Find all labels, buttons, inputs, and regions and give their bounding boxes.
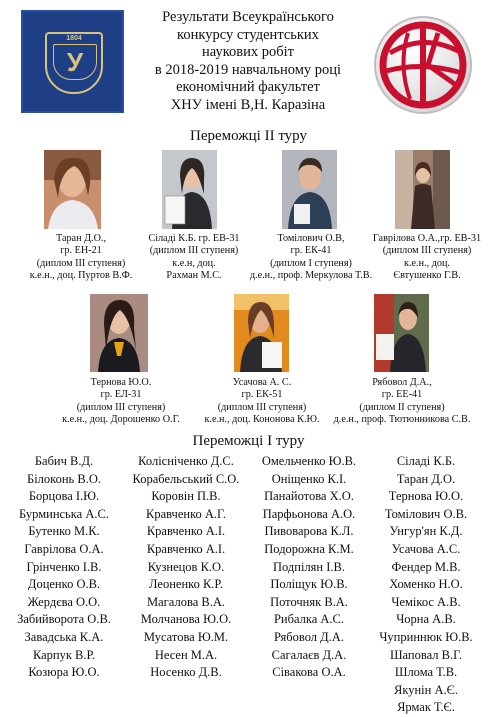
winner-group: гр. ЕК-51 (241, 389, 283, 401)
round1-winner-name: Чемікос А.В. (391, 594, 461, 609)
round1-winner-name: Забийворота О.В. (17, 612, 111, 627)
winner-advisor: к.е.н., доц. Пуртов В.Ф. (29, 269, 133, 281)
winner-diploma: (диплом ІІІ ступеня) (36, 257, 126, 269)
round1-winner-name: Подпілян І.В. (273, 559, 345, 574)
winner-caption (325, 377, 479, 426)
round1-winner-name: Унгур'ян К.Д. (389, 524, 463, 539)
winner-photo (162, 150, 217, 229)
round1-winner-name: Коровін П.В. (151, 489, 221, 504)
winner-photo (395, 150, 450, 229)
winner-advisor: д.е.н., проф. Тютюнникова С.В. (333, 413, 471, 425)
round1-winner-name: Кравченко А.І. (146, 524, 226, 539)
logo-year: 1804 (66, 35, 82, 42)
round1-title: Переможці І туру (192, 433, 305, 449)
winner-group: гр. ЕК-41 (290, 245, 332, 257)
round1-winner-name: Рибалка А.С. (273, 612, 345, 627)
round1-winner-name: Панайотова Х.О. (264, 489, 354, 504)
round1-winner-name: Томілович О.В. (384, 506, 468, 521)
winner-advisor: Рахман М.С. (166, 269, 222, 281)
winner-name: Гаврілова О.А.,гр. ЕВ-31 (372, 233, 482, 244)
round1-winner-name: Поліщук Ю.В. (270, 577, 348, 592)
round1-column-2 (128, 453, 244, 682)
winner-group: гр. ЕЛ-31 (100, 389, 142, 401)
winner-name: Рябовол Д.А., (372, 377, 432, 388)
winner-advisor: к.е.н., доц. Кононова К.Ю. (204, 413, 320, 425)
round1-winner-name: Мусатова Ю.М. (143, 629, 229, 644)
winner-advisor: д.е.н., проф. Меркулова Т.В. (249, 269, 373, 281)
round1-column-4 (370, 453, 482, 717)
title-line: в 2018-2019 навчальному році (154, 61, 342, 78)
university-logo (21, 10, 124, 113)
round1-winner-name: Парфьонова А.О. (262, 506, 356, 521)
winner-diploma: к.е.н, доц. (172, 257, 216, 269)
round1-winner-name: Чуприннюк Ю.В. (379, 629, 473, 644)
round1-winner-name: Фендер М.В. (391, 559, 461, 574)
round1-winner-name: Бабич В.Д. (34, 454, 94, 468)
title-line: наукових робіт (202, 44, 294, 61)
round1-column-1 (8, 453, 120, 682)
round1-winner-name: Колісніченко Д.С. (138, 454, 234, 468)
winner-group: гр. ЕЕ-41 (381, 389, 423, 401)
winner-name: Усачова А. С. (232, 377, 292, 388)
round1-winner-name: Кравченко А.Г. (146, 506, 226, 521)
shield-emblem (45, 32, 103, 94)
round1-winner-name: Леоненко К.Р. (149, 577, 223, 592)
round1-winner-name: Кравченко А.І. (146, 541, 226, 556)
round1-winner-name: Таран Д.О. (396, 471, 456, 486)
round1-winner-name: Омельченко Ю.В. (261, 454, 357, 468)
winner-name: Тернова Ю.О. (90, 377, 152, 388)
winner-diploma: (диплом ІІІ ступеня) (217, 401, 307, 413)
round1-winner-name: Хоменко Н.О. (389, 577, 463, 592)
round1-winner-name: Жердєва О.О. (27, 594, 101, 609)
round1-winner-name: Подорожна К.М. (264, 541, 354, 556)
logo-letter: У (53, 44, 97, 80)
round1-winner-name: Ярмак Т.Є. (397, 700, 455, 715)
round1-winner-name: Молчанова Ю.О. (140, 612, 232, 627)
winner-group: (диплом ІІІ ступеня) (149, 245, 239, 257)
round2-title: Переможці ІІ туру (190, 128, 307, 144)
round1-winner-name: Несен М.А. (154, 647, 218, 662)
round1-winner-name: Пивоварова К.Л. (264, 524, 354, 539)
winner-photo (282, 150, 337, 229)
winner-caption (131, 233, 257, 282)
winner-caption (194, 377, 330, 426)
winner-name: Таран Д.О., (55, 233, 107, 244)
page-title (126, 9, 370, 115)
winner-advisor: к.е.н., доц. Дорошенко О.Г. (62, 413, 180, 425)
faculty-emblem (368, 13, 478, 117)
winner-photo (44, 150, 101, 229)
winner-diploma: (диплом ІІІ ступеня) (76, 401, 166, 413)
winner-advisor: Євтушенко Г.В. (393, 269, 461, 281)
title-line: економічний факультет (176, 79, 320, 96)
round1-winner-name: Корабельський С.О. (132, 471, 240, 486)
winner-caption (242, 233, 380, 282)
round1-winner-name: Білоконь В.О. (27, 471, 101, 486)
round1-column-3 (250, 453, 368, 682)
winner-caption (16, 233, 146, 282)
round1-winner-name: Бурминська А.С. (19, 506, 109, 521)
round1-winner-name: Сагалаєв Д.А. (271, 647, 347, 662)
winner-group: гр. ЕН-21 (60, 245, 102, 257)
title-line: конкурсу студентських (177, 26, 319, 43)
round1-winner-name: Доценко О.В. (27, 577, 101, 592)
winner-caption (362, 233, 492, 282)
round1-winner-name: Кузнецов К.О. (147, 559, 225, 574)
winner-diploma: (диплом ІІ ступеня) (359, 401, 445, 413)
round1-winner-name: Грінченко І.В. (26, 559, 102, 574)
winner-group: (диплом ІІІ ступеня) (382, 245, 472, 257)
winner-name: Томілович О.В, (277, 233, 345, 244)
winner-photo (234, 294, 289, 372)
round1-winner-name: Оніщенко К.І. (271, 471, 347, 486)
round1-winner-name: Якунін А.Є. (394, 682, 458, 697)
round1-winner-name: Карпук В.Р. (32, 647, 96, 662)
round1-winner-name: Сіладі К.Б. (396, 454, 456, 468)
winner-photo (374, 294, 429, 372)
title-line: Результати Всеукраїнського (162, 9, 334, 25)
winner-photo (90, 294, 148, 372)
round1-winner-name: Магалова В.А. (147, 594, 225, 609)
winner-diploma: к.е.н., доц. (404, 257, 450, 269)
title-line: ХНУ імені В,Н. Каразіна (170, 96, 326, 113)
round1-winner-name: Тернова Ю.О. (388, 489, 464, 504)
round1-winner-name: Шлома Т.В. (394, 665, 458, 680)
winner-diploma: (диплом І ступеня) (270, 257, 352, 269)
round1-winner-name: Гаврілова О.А. (24, 541, 104, 556)
round1-winner-name: Носенко Д.В. (150, 665, 222, 680)
round1-winner-name: Завадська К.А. (24, 629, 104, 644)
round1-winner-name: Чорна А.В. (396, 612, 456, 627)
winner-caption (54, 377, 188, 426)
round1-winner-name: Усачова А.С. (391, 541, 461, 556)
round1-winner-name: Бутенко М.К. (28, 524, 100, 539)
round1-winner-name: Борцова І.Ю. (28, 489, 100, 504)
round1-winner-name: Козюра Ю.О. (28, 665, 100, 680)
round1-winner-name: Поточняк В.А. (270, 594, 348, 609)
winner-name: Сіладі К.Б. гр. ЕВ-31 (148, 233, 240, 244)
round1-winner-name: Шаповал В.Г. (389, 647, 463, 662)
round1-winner-name: Рябовол Д.А. (274, 629, 344, 644)
round1-winner-name: Сівакова О.А. (272, 665, 346, 680)
